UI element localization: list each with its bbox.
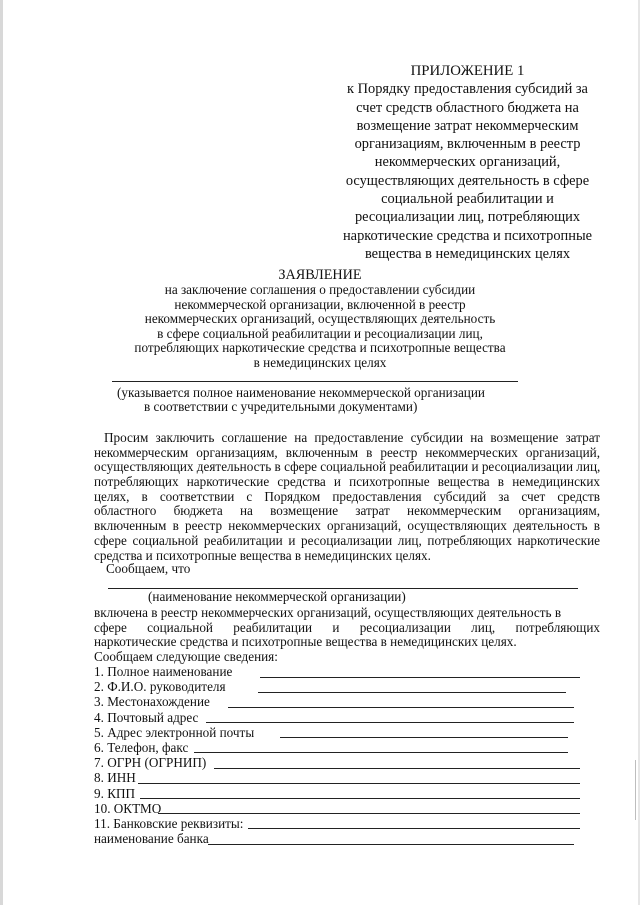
inform-line: наркотические средства и психотропные вещества в немедицинских целях. <box>94 634 517 650</box>
inform-paragraph <box>94 606 600 665</box>
appendix-line: организациям, включенным в реестр <box>354 136 581 153</box>
statement-subtitle-line: в сфере социальной реабилитации и ресоциализации лиц, <box>157 325 483 341</box>
field-input-line[interactable] <box>158 813 580 814</box>
paragraph-line: областного бюджета на возмещение затрат некоммерческим организациям, <box>94 503 600 519</box>
statement-title: ЗАЯВЛЕНИЕ <box>278 267 362 283</box>
field-input-line[interactable] <box>206 722 574 723</box>
details-intro: Сообщаем следующие сведения: <box>94 649 278 665</box>
statement-subtitle-line: некоммерческих организаций, осуществляющих деятельность <box>144 311 496 327</box>
field-label: наименование банка <box>94 831 209 847</box>
paragraph-line: целях, в соответствии с Порядком предоставления субсидий за счет средств <box>94 488 600 504</box>
field-label: 2. Ф.И.О. руководителя <box>94 679 226 695</box>
field-input-line[interactable] <box>228 707 574 708</box>
field-label: 3. Местонахождение <box>94 694 210 710</box>
field-input-line[interactable] <box>194 752 568 753</box>
field-full-name <box>94 664 600 679</box>
appendix-line: ресоциализации лиц, потребляющих <box>354 209 581 226</box>
scan-mark <box>635 760 636 820</box>
statement-subtitle-line: потребляющих наркотические средства и психотропные вещества <box>134 340 506 356</box>
paragraph-line: некоммерческим организациям, включенным в реестр некоммерческих организаций, <box>94 444 600 460</box>
appendix-line: к Порядку предоставления субсидий за <box>347 81 588 98</box>
field-location <box>94 694 600 709</box>
field-input-line[interactable] <box>248 828 580 829</box>
field-kpp <box>94 786 600 801</box>
org-name-line[interactable] <box>112 381 518 382</box>
field-director <box>94 679 600 694</box>
field-input-line[interactable] <box>258 692 566 693</box>
field-input-line[interactable] <box>208 844 574 845</box>
field-label: 11. Банковские реквизиты: <box>94 815 244 831</box>
org-caption-line: (указывается полное наименование некоммерческой организации <box>117 385 485 400</box>
appendix-line: некоммерческих организаций, <box>374 154 561 171</box>
field-label: 4. Почтовый адрес <box>94 709 199 725</box>
statement-heading <box>120 267 520 371</box>
appendix-line: вещества в немедицинских целях <box>364 245 571 262</box>
field-label: 5. Адрес электронной почты <box>94 724 255 740</box>
paragraph-line: включенным в реестр некоммерческих организаций, осуществляющих деятельность в <box>94 518 600 534</box>
org-caption-line: в соответствии с учредительными документами) <box>144 399 418 414</box>
paragraph-line: сфере социальной реабилитации и ресоциализации лиц, потребляющих наркотические <box>94 532 600 548</box>
field-oktmo <box>94 801 600 816</box>
field-input-line[interactable] <box>260 677 580 678</box>
request-paragraph <box>94 431 600 563</box>
statement-subtitle-line: на заключение соглашения о предоставлении субсидии <box>164 282 476 297</box>
paragraph-line: осуществляющих деятельность в сфере социальной реабилитации и ресоциализации лиц, <box>94 459 601 475</box>
field-bank-name <box>94 831 600 846</box>
paragraph-line: Просим заключить соглашение на предоставление субсидии на возмещение затрат <box>104 430 600 445</box>
field-label: 7. ОГРН (ОГРНИП) <box>94 755 207 771</box>
org-name-caption-2: (наименование некоммерческой организации) <box>148 589 406 604</box>
field-input-line[interactable] <box>138 783 580 784</box>
inform-intro <box>94 562 600 577</box>
inform-intro-text: Сообщаем, что <box>106 561 191 576</box>
org-name-caption <box>117 386 517 414</box>
field-phone-fax <box>94 740 600 755</box>
appendix-line: наркотические средства и психотропные <box>342 227 592 244</box>
field-label: 9. КПП <box>94 785 136 801</box>
field-input-line[interactable] <box>140 798 580 799</box>
field-label: 1. Полное наименование <box>94 664 233 679</box>
appendix-header <box>310 62 625 263</box>
statement-subtitle-line: в немедицинских целях <box>253 354 387 370</box>
field-input-line[interactable] <box>214 768 580 769</box>
field-label: 6. Телефон, факс <box>94 739 189 755</box>
field-input-line[interactable] <box>280 737 568 738</box>
field-email <box>94 725 600 740</box>
field-ogrn <box>94 755 600 770</box>
appendix-line: возмещение затрат некоммерческим <box>356 117 579 134</box>
field-label: 8. ИНН <box>94 770 136 786</box>
field-postal-address <box>94 710 600 725</box>
scan-left-edge <box>0 0 3 905</box>
field-label: 10. ОКТМО <box>94 800 162 816</box>
statement-subtitle-line: некоммерческой организации, включенной в реестр <box>174 296 466 312</box>
paragraph-line: потребляющих наркотические средства и психотропные вещества в немедицинских <box>94 474 600 490</box>
details-fields <box>94 664 600 846</box>
appendix-title: ПРИЛОЖЕНИЕ 1 <box>410 63 525 79</box>
paragraph-line: средства и психотропные вещества в немедицинских целях. <box>94 547 431 563</box>
appendix-line: социальной реабилитации и <box>381 191 554 208</box>
appendix-line: счет средств областного бюджета на <box>356 99 579 116</box>
inform-line: сфере социальной реабилитации и ресоциализации лиц, потребляющих <box>94 619 600 635</box>
appendix-line: осуществляющих деятельность в сфере <box>345 172 590 189</box>
field-inn <box>94 770 600 785</box>
field-bank-details <box>94 816 600 831</box>
inform-line: включена в реестр некоммерческих организаций, осуществляющих деятельность в <box>94 605 562 620</box>
